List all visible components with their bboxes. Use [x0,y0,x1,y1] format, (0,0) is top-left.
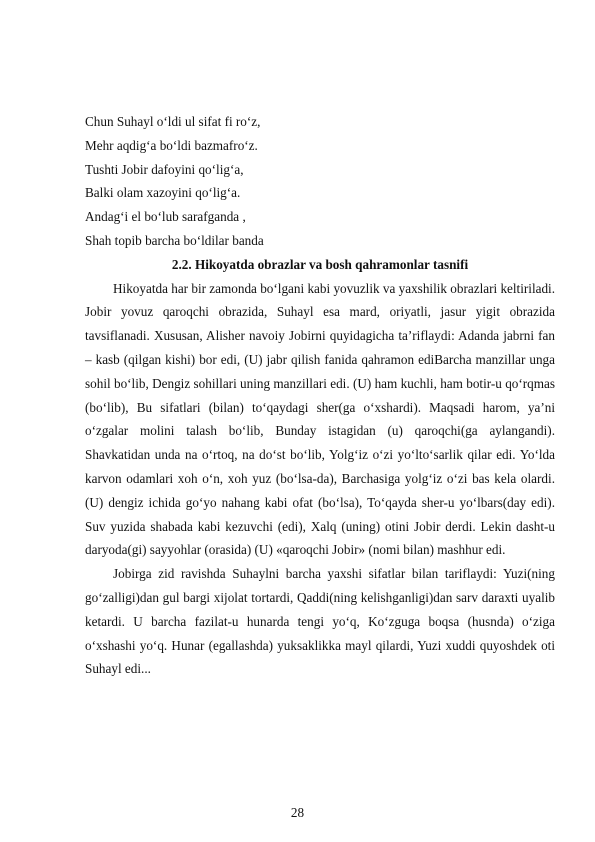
body-paragraph: Hikoyatda har bir zamonda bo‘lgani kabi yovuzlik va yaxshilik obrazlari keltiriladi. Jobir yovuz qaroqchi obrazida, Suhayl esa mard, oriyatli, jasur yigit obrazida tavsiflanadi. Xususan, Alisher navoiy Jobirni quyidagicha ta’riflaydi: Adanda jabrni fan – kasb (qilgan kishi) bor edi, (U) jabr qilish fanida qahramon ediBarcha manzillar unga sohil bo‘lib, Dengiz sohillari uning manzillari edi. (U) ham kuchli, ham botir-u qo‘rqmas (bo‘lib), Bu sifatlari (bilan) to‘qaydagi sher(ga o‘xshardi). Maqsadi harom, ya’ni o‘zgalar molini talash bo‘lib, Bunday istagidan (u) qaroqchi(ga aylangandi). Shavkatidan unda na o‘rtoq, na do‘st bo‘lib, Yolg‘iz o‘zi yo‘lto‘sarlik qilar edi. Yo‘lda karvon odamlari xoh o‘n, xoh yuz (bo‘lsa-da), Barchasiga yolg‘iz o‘zi bas kela olardi. (U) dengiz ichida go‘yo nahang kabi ofat (bo‘lsa), To‘qayda sher-u yo‘lbars(day edi). Suv yuzida shabada kabi kezuvchi (edi), Xalq (uning) otini Jobir derdi. Lekin dasht-u daryoda(gi) sayyohlar (orasida) (U) «qaroqchi Jobir» (nomi bilan) mashhur edi. [85,280,556,558]
verse-line: Tushti Jobir dafoyini qo‘lig‘a, [85,161,244,177]
verse-line: Shah topib barcha bo‘ldilar banda [85,232,264,248]
section-heading: 2.2. Hikoyatda obrazlar va bosh qahramonlar tasnifi [171,256,469,272]
verse-line: Chun Suhayl o‘ldi ul sifat fi ro‘z, [85,114,261,129]
verse-line: Mehr aqdig‘a bo‘ldi bazmafro‘z. [85,137,258,153]
verse-line: Andag‘i el bo‘lub sarafganda , [85,209,246,225]
verse-block [85,110,555,253]
verse-line: Balki olam xazoyini qo‘lig‘a. [85,185,241,201]
body-paragraph: Jobirga zid ravishda Suhaylni barcha yaxshi sifatlar bilan tariflaydi: Yuzi(ning go‘zalligi)dan gul bargi xijolat tortardi, Qaddi(ning kelishganligi)dan sarv daraxti uyalib ketardi. U barcha fazilat-u hunarda tengi yo‘q, Ko‘zguga boqsa (husnda) o‘ziga o‘xshashi yo‘q. Hunar (egallashda) yuksaklikka mayl qilardi, Yuzi xuddi quyoshdek oti Suhayl edi... [85,566,555,677]
page-number: 28 [290,805,305,820]
document-page [85,110,555,681]
